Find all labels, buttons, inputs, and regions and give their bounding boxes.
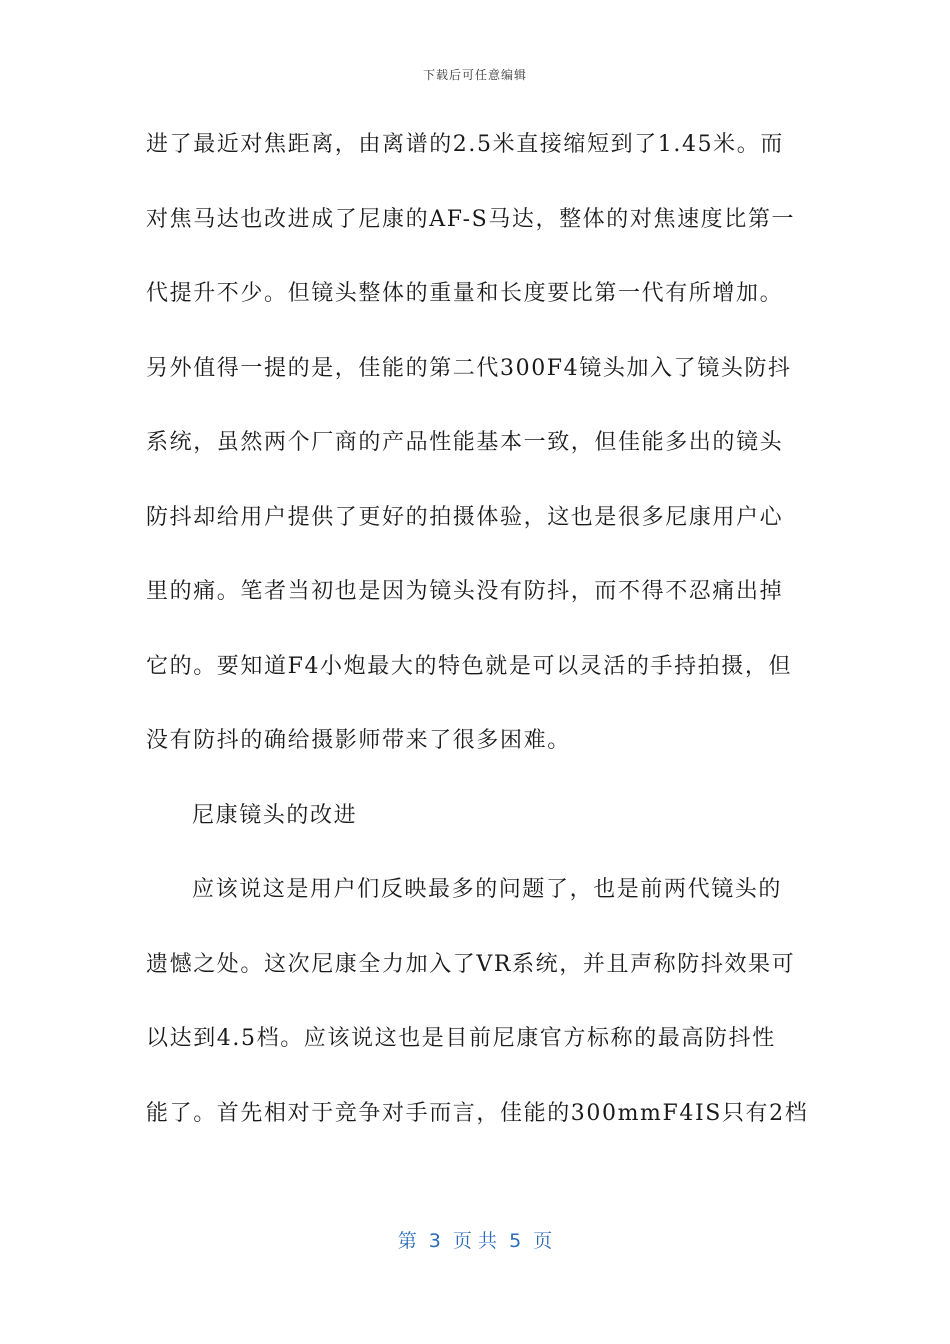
page-number xyxy=(0,1226,950,1253)
download-note: 下载后可任意编辑 xyxy=(422,68,527,82)
body-line: 里的痛。笔者当初也是因为镜头没有防抖，而不得不忍痛出掉 xyxy=(146,579,784,604)
body-line: 以达到4.5档。应该说这也是目前尼康官方标称的最高防抖性 xyxy=(146,1026,776,1051)
body-line: 进了最近对焦距离，由离谱的2.5米直接缩短到了1.45米。而 xyxy=(146,132,784,157)
body-line: 没有防抖的确给摄影师带来了很多困难。 xyxy=(146,728,571,753)
body-line: 遗憾之处。这次尼康全力加入了VR系统，并且声称防抖效果可 xyxy=(146,951,796,977)
document-body xyxy=(146,122,809,1165)
body-line: 防抖却给用户提供了更好的拍摄体验，这也是很多尼康用户心 xyxy=(146,504,784,530)
body-line: 另外值得一提的是，佳能的第二代300F4镜头加入了镜头防抖 xyxy=(146,355,792,381)
body-line: 对焦马达也改进成了尼康的AF-S马达，整体的对焦速度比第一 xyxy=(146,206,796,232)
body-line: 系统，虽然两个厂商的产品性能基本一致，但佳能多出的镜头 xyxy=(146,430,784,455)
body-line: 能了。首先相对于竞争对手而言，佳能的300mmF4IS只有2档 xyxy=(146,1100,809,1126)
body-line: 应该说这是用户们反映最多的问题了，也是前两代镜头的 xyxy=(192,877,783,902)
page-number-label: 第 3 页 共 5 页 xyxy=(397,1230,553,1252)
body-line: 代提升不少。但镜头整体的重量和长度要比第一代有所增加。 xyxy=(146,281,784,306)
body-line: 它的。要知道F4小炮最大的特色就是可以灵活的手持拍摄，但 xyxy=(146,653,793,679)
section-heading: 尼康镜头的改进 xyxy=(192,802,358,828)
